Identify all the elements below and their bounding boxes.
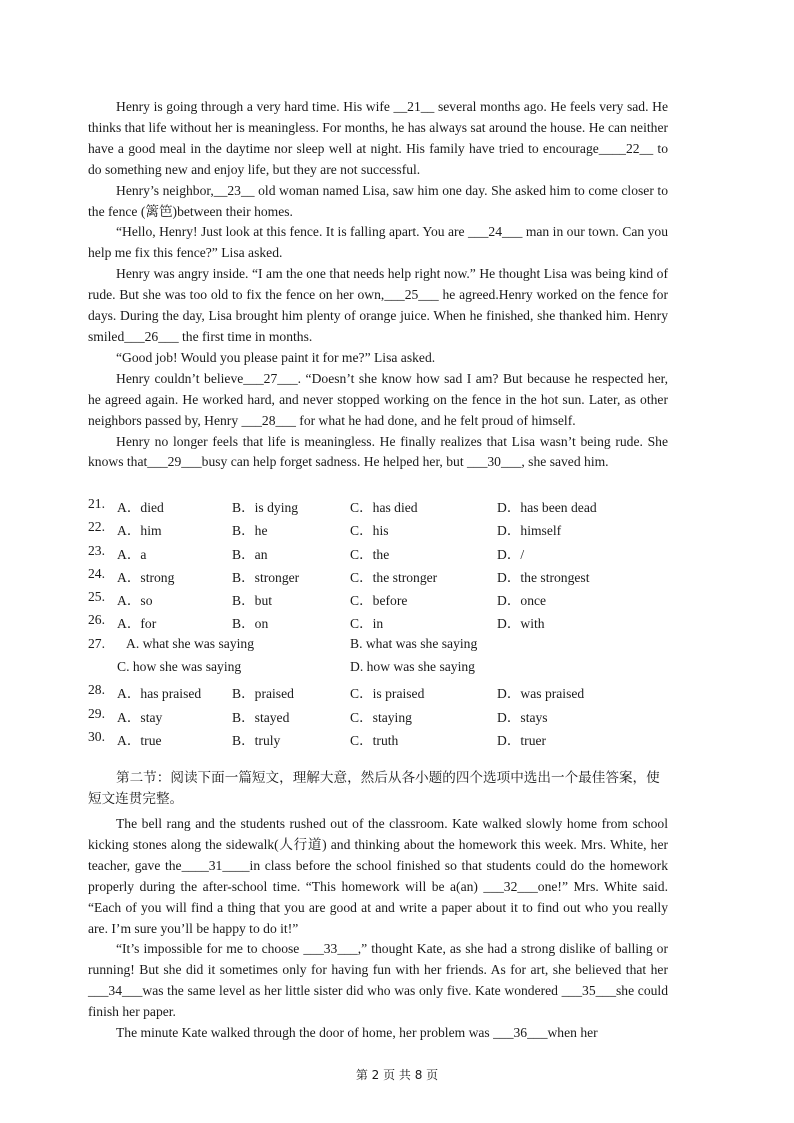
option-a: A．for [117,616,157,632]
option-b: B．an [232,546,268,562]
option-a: A．stay [117,709,163,725]
passage-2 [88,814,668,1044]
paragraph: “Good job! Would you please paint it for me?” Lisa asked. [116,349,436,365]
option-b: B．stayed [232,709,290,725]
option-c: C．his [350,523,389,539]
paragraph: “Hello, Henry! Just look at this fence. It is falling apart. You are ___24___ man in our town. Can you help me fix this fence?” Lisa asked. [88,224,668,261]
option-row [88,519,678,542]
option-d: D．the strongest [497,569,590,585]
options-block [88,496,678,752]
option-c: C．truth [350,732,399,748]
option-c: C．the [350,546,390,562]
option-a: A．so [117,593,153,609]
option-row [88,566,678,589]
page-footer: 第 2 页 共 8 页 [355,1068,439,1082]
option-a: A．has praised [117,686,202,702]
paragraph: Henry couldn’t believe___27___. “Doesn’t she know how sad I am? But because he respected her, he agreed again. He worked hard, and never stopped working on the fence in the hot sun. Later, as other neighbors passed by, Henry ___28___ for what he had done, and he felt proud of himself. [88,370,668,428]
option-row [88,682,678,705]
paragraph: Henry no longer feels that life is meaningless. He finally realizes that Lisa wasn’t being rude. She knows that___29___busy can help forget sadness. He helped her, but ___30___, she saved him. [88,433,668,470]
paragraph: Henry is going through a very hard time. His wife __21__ several months ago. He feels very sad. He thinks that life without her is meaningless. For months, he has always sat around the house. He can neither have a good meal in the daytime nor sleep well at night. His family have tried to encourage____22__ to do something new and enjoy life, but they are not successful. [88,99,668,177]
section-2-heading: 第二节：阅读下面一篇短文，理解大意，然后从各小题的四个选项中选出一个最佳答案，使短文连贯完整。 [88,770,660,807]
question-number: 24. [88,565,105,581]
option-b: B．stronger [232,569,300,585]
option-row [88,729,678,752]
question-number: 26. [88,612,105,628]
option-b: B．praised [232,686,294,702]
option-b: B．is dying [232,500,299,515]
option-a: A．a [117,546,147,562]
option-d: D．once [497,593,547,609]
option-c: C．is praised [350,686,425,702]
option-d: D．truer [497,732,547,748]
option-row [88,496,678,519]
option-row [88,706,678,729]
option-c: C．staying [350,709,412,725]
option-d: D．himself [497,523,562,539]
question-number: 29. [88,705,105,721]
option-b: B．but [232,593,273,609]
paragraph: “It’s impossible for me to choose ___33___,” thought Kate, as she had a strong dislike of balling or running! But she did it sometimes only for having fun with her friends. As for art, she believed that her ___34___was the same level as her little sister did who was only five. Kate wondered ___35___she could finish her paper. [88,941,668,1020]
option-row [88,612,678,635]
option-d: D．/ [497,546,525,562]
option-row [88,543,678,566]
option-c: C．the stronger [350,569,438,585]
option-d: D．with [497,616,545,632]
question-number: 22. [88,519,105,535]
question-number: 28. [88,682,105,698]
question-number: 21. [88,496,105,511]
paragraph: Henry was angry inside. “I am the one that needs help right now.” He thought Lisa was being kind of rude. But she was too old to fix the fence on her own,___25___ he agreed.Henry worked on the fence for days. During the day, Lisa brought him plenty of orange juice. When he finished, she thanked him. Henry smiled___26___ the first time in months. [88,266,668,344]
paragraph: The minute Kate walked through the door of home, her problem was ___36___when her [116,1025,598,1041]
option-b: B．truly [232,732,281,748]
option-c: C．in [350,616,384,632]
option-b: B. what was she saying [350,635,478,651]
option-a: A．true [117,732,162,748]
option-c: C．before [350,593,408,609]
option-d: D. how was she saying [350,659,475,675]
option-b: B．on [232,616,269,632]
option-a: A．strong [117,569,175,585]
option-d: D．has been dead [497,500,597,515]
option-a: A．died [117,500,164,515]
question-number: 23. [88,542,105,558]
option-row [88,636,678,659]
option-a: A．him [117,523,162,539]
option-c: C. how she was saying [117,659,242,675]
paragraph: Henry’s neighbor,__23__ old woman named Lisa, saw him one day. She asked him to come closer to the fence (篱笆)between their homes. [88,182,668,219]
question-number: 27. [88,635,105,651]
option-b: B．he [232,523,268,539]
option-a: A. what she was saying [126,635,254,651]
option-c: C．has died [350,500,418,515]
option-row [88,659,678,682]
paragraph: The bell rang and the students rushed out of the classroom. Kate walked slowly home from school kicking stones along the sidewalk(人行道) and thinking about the homework this week. Mrs. White, her teacher, gave the____31____in class before the school finished so that students could do the homework properly during the after-school time. “This homework will be a(an) ___32___one!” Mrs. White said. “Each of you will find a thing that you are good at and write a paper about it to find out who you really are. I’m sure you’ll be happy to do it!” [88,816,668,936]
question-number: 25. [88,589,105,605]
option-d: D．stays [497,709,548,725]
question-number: 30. [88,728,105,744]
passage-1 [88,97,668,473]
option-d: D．was praised [497,686,585,702]
option-row [88,589,678,612]
